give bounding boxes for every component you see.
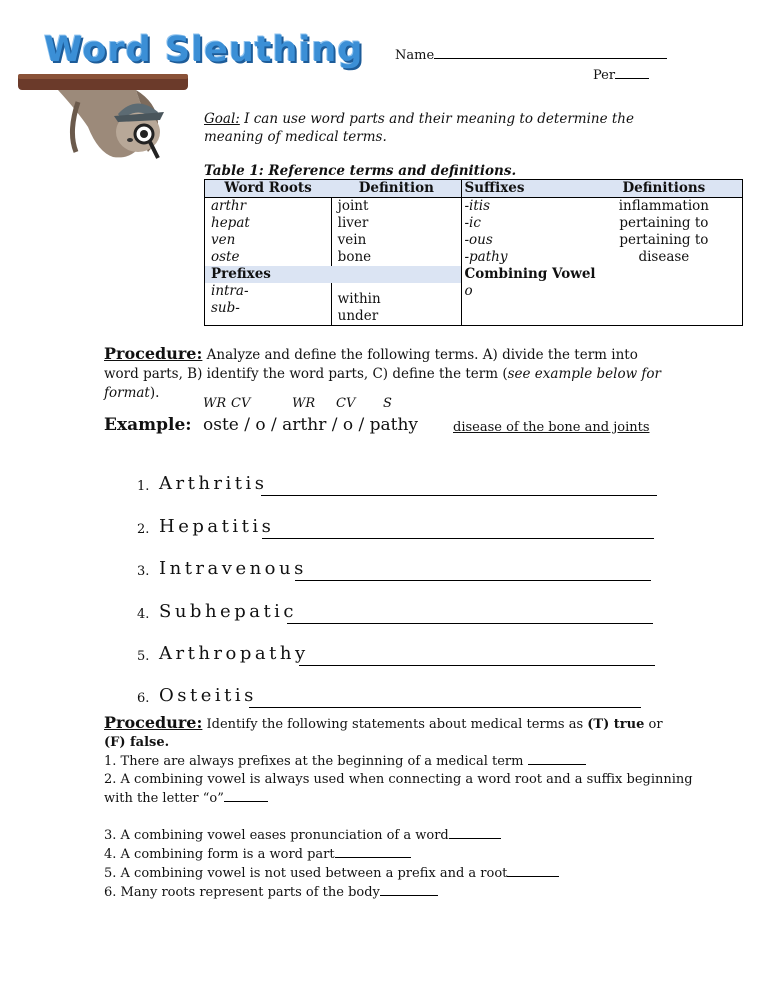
prefix-term-cell xyxy=(205,283,332,326)
root-definition: vein xyxy=(337,232,367,248)
table-caption: Table 1: Reference terms and definitions. xyxy=(204,163,517,179)
procedure-2-text: Identify the following statements about medical terms as xyxy=(202,717,588,732)
statement-text: 2. A combining vowel is always used when connecting a word root and a suffix beginning with the letter “o” xyxy=(104,772,693,806)
answer-line[interactable] xyxy=(287,623,653,624)
suffix-term: -ic xyxy=(464,215,481,231)
per-label: Per xyxy=(593,68,616,83)
term-number: 5. xyxy=(137,649,150,664)
root-term-cell xyxy=(205,198,332,267)
term-number: 2. xyxy=(137,522,150,537)
term-number: 6. xyxy=(137,691,150,706)
statement xyxy=(104,864,704,883)
goal-label: Goal: xyxy=(204,111,240,127)
prefix-definition: within xyxy=(337,291,381,307)
suffix-term: -ous xyxy=(464,232,493,248)
term-row xyxy=(137,643,677,669)
part-label: WR xyxy=(292,396,316,411)
name-field[interactable] xyxy=(395,46,667,63)
suffix-definition: inflammation xyxy=(618,198,709,214)
term-row xyxy=(137,685,677,711)
root-term: ven xyxy=(211,232,236,248)
procedure-1 xyxy=(104,344,664,403)
suffix-term: -pathy xyxy=(464,249,508,265)
root-term: hepat xyxy=(211,215,250,231)
statement-text: 6. Many roots represent parts of the body xyxy=(104,885,380,900)
suffix-term: -itis xyxy=(464,198,491,214)
suffix-definition: pertaining to xyxy=(619,232,709,248)
part-label: CV xyxy=(231,396,251,411)
statement-text: 4. A combining form is a word part xyxy=(104,847,335,862)
combining-vowel-cell xyxy=(462,283,743,326)
statement xyxy=(104,752,704,771)
example-definition: disease of the bone and joints xyxy=(453,420,650,435)
per-blank[interactable] xyxy=(615,66,649,79)
procedure-1-end: ). xyxy=(149,385,160,401)
root-definition: joint xyxy=(337,198,369,214)
root-definition-cell xyxy=(331,198,462,267)
term-word: Arthritis xyxy=(159,473,268,494)
part-label: CV xyxy=(336,396,356,411)
term-row xyxy=(137,473,677,499)
statement xyxy=(104,883,704,902)
root-term: arthr xyxy=(211,198,247,214)
prefix-term: intra- xyxy=(211,283,249,299)
term-word: Subhepatic xyxy=(159,601,298,622)
term-row xyxy=(137,516,677,542)
suffix-definition-cell xyxy=(586,198,743,267)
answer-line[interactable] xyxy=(262,538,654,539)
term-word: Hepatitis xyxy=(159,516,275,537)
prefix-definition-cell xyxy=(331,283,462,326)
header-root-definition: Definition xyxy=(331,180,462,198)
procedure-1-label: Procedure: xyxy=(104,344,203,363)
term-number: 4. xyxy=(137,607,150,622)
term-word: Osteitis xyxy=(159,685,257,706)
combining-vowel: o xyxy=(464,283,473,299)
term-word: Intravenous xyxy=(159,558,307,579)
header-combining-vowel: Combining Vowel xyxy=(462,266,743,283)
suffix-definition: disease xyxy=(638,249,690,265)
header-prefixes: Prefixes xyxy=(205,266,462,283)
or-text: or xyxy=(644,717,663,732)
statement-text: 3. A combining vowel eases pronunciation of a word xyxy=(104,828,449,843)
sloth-detective-illustration xyxy=(18,72,188,182)
term-row xyxy=(137,601,677,627)
term-word: Arthropathy xyxy=(159,643,309,664)
statement xyxy=(104,826,704,845)
root-definition: bone xyxy=(337,249,372,265)
false-label: (F) false. xyxy=(104,735,170,750)
procedure-2 xyxy=(104,714,704,902)
part-label: WR xyxy=(203,396,227,411)
procedure-1-italic: see example below for format xyxy=(104,366,662,401)
statement xyxy=(104,771,704,808)
statement-text: 1. There are always prefixes at the beginning of a medical term xyxy=(104,754,528,769)
part-label: S xyxy=(383,396,392,411)
suffix-term-cell xyxy=(462,198,586,267)
answer-blank[interactable] xyxy=(449,826,501,839)
root-definition: liver xyxy=(337,215,369,231)
answer-blank[interactable] xyxy=(507,864,559,877)
procedure-1-text: Analyze and define the following terms. A) divide the term into word parts, B) identify the word parts, C) define the term ( xyxy=(104,347,638,382)
prefix-term: sub- xyxy=(211,300,240,316)
term-number: 1. xyxy=(137,479,150,494)
statement-text: 5. A combining vowel is not used between a prefix and a root xyxy=(104,866,508,881)
example-term: oste / o / arthr / o / pathy xyxy=(203,415,419,435)
procedure-2-label: Procedure: xyxy=(104,713,203,732)
answer-blank[interactable] xyxy=(380,883,438,896)
answer-line[interactable] xyxy=(299,665,655,666)
name-label: Name xyxy=(395,48,435,63)
answer-blank[interactable] xyxy=(528,752,586,765)
term-row xyxy=(137,558,677,584)
goal-text: I can use word parts and their meaning to determine the meaning of medical terms. xyxy=(204,111,634,145)
answer-blank[interactable] xyxy=(335,845,411,858)
answer-blank[interactable] xyxy=(224,789,268,802)
worksheet-title: Word Sleuthing xyxy=(44,30,364,70)
header-word-roots: Word Roots xyxy=(205,180,332,198)
name-blank[interactable] xyxy=(434,46,667,59)
term-number: 3. xyxy=(137,564,150,579)
answer-line[interactable] xyxy=(249,707,641,708)
suffix-definition: pertaining to xyxy=(619,215,709,231)
prefix-definition: under xyxy=(337,308,379,324)
period-field[interactable] xyxy=(593,66,649,83)
statement xyxy=(104,845,704,864)
goal-statement xyxy=(204,110,664,146)
answer-line[interactable] xyxy=(295,580,651,581)
true-label: (T) true xyxy=(587,717,645,732)
reference-table xyxy=(204,179,743,326)
example-label: Example: xyxy=(104,415,192,435)
answer-line[interactable] xyxy=(261,495,657,496)
header-suffixes: Suffixes xyxy=(462,180,586,198)
root-term: oste xyxy=(211,249,240,265)
header-suffix-definitions: Definitions xyxy=(586,180,743,198)
